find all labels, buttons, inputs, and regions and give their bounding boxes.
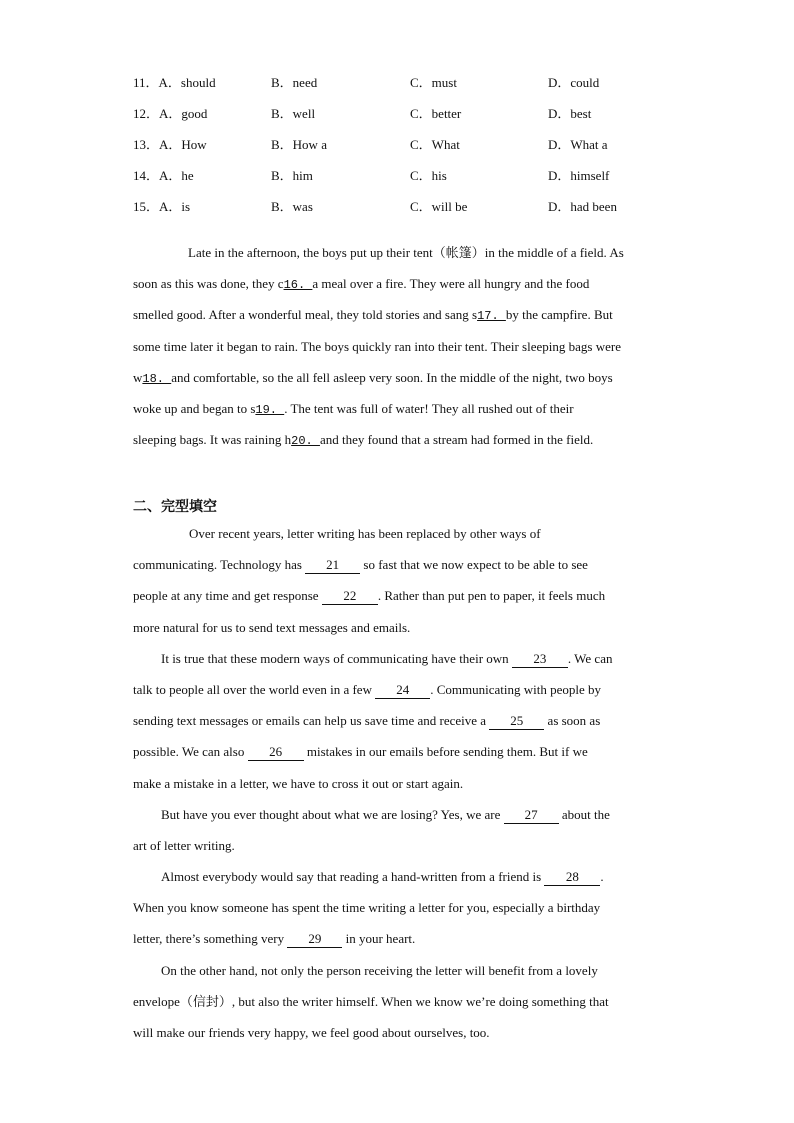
blank-27[interactable]: 27	[504, 807, 559, 824]
blank-19[interactable]: 19.	[255, 402, 285, 417]
passage-text: But have you ever thought about what we are losing? Yes, we are	[161, 806, 504, 822]
passage-text: and comfortable, so the all fell asleep very soon. In the middle of the night, two boys	[171, 369, 613, 385]
passage-text: sending text messages or emails can help us save time and receive a	[133, 713, 490, 729]
passage-text: about the	[558, 806, 610, 822]
blank-22[interactable]: 22	[322, 588, 378, 605]
passage-text: sleeping bags. It was raining h	[133, 432, 292, 448]
passage-line	[133, 830, 661, 861]
passage-text: will make our friends very happy, we feel good about ourselves, too.	[133, 1025, 490, 1040]
options-table	[133, 66, 693, 221]
option-c: C．What	[410, 137, 460, 152]
option-b: B．need	[271, 75, 318, 90]
passage-line	[133, 580, 661, 611]
passage-line	[133, 393, 661, 424]
option-c: C．will be	[410, 199, 468, 214]
passage-text: mistakes in our emails before sending them. But if we	[303, 744, 588, 760]
passage-line	[133, 299, 661, 330]
option-b: B．him	[271, 168, 313, 183]
passage-line	[133, 643, 661, 674]
blank-25[interactable]: 25	[489, 713, 544, 730]
passage-text: art of letter writing.	[133, 837, 235, 853]
passage-text: more natural for us to send text messages and emails.	[133, 619, 411, 635]
blank-26[interactable]: 26	[248, 744, 304, 761]
option-c: C．must	[410, 75, 457, 90]
passage-text: When you know someone has spent the time writing a letter for you, especially a birthday	[133, 900, 601, 916]
passage-line	[133, 736, 661, 767]
passage-line	[133, 549, 661, 580]
passage-text: . Rather than put pen to paper, it feels much	[377, 588, 606, 604]
option-a: 14．A．he	[133, 168, 194, 183]
blank-16[interactable]: 16.	[283, 278, 313, 293]
section-heading: 二、完型填空	[133, 499, 217, 515]
passage-two	[133, 518, 661, 1048]
option-d: D．had been	[548, 199, 617, 214]
passage-line	[133, 768, 661, 799]
passage-line	[133, 705, 661, 736]
passage-line	[133, 674, 661, 705]
passage-line	[133, 892, 661, 923]
passage-text: soon as this was done, they c	[133, 276, 284, 292]
option-a: 15．A．is	[133, 199, 191, 214]
option-b: B．How a	[271, 137, 327, 152]
passage-line	[133, 612, 661, 643]
option-c: C．better	[410, 106, 462, 121]
option-row-12	[133, 97, 693, 128]
passage-text: people at any time and get response	[133, 588, 322, 604]
option-row-13	[133, 128, 693, 159]
passage-text: and they found that a stream had formed in the field.	[319, 432, 594, 448]
option-row-11	[133, 66, 693, 97]
passage-text: On the other hand, not only the person receiving the letter will benefit from a lovely	[161, 962, 598, 978]
passage-text: make a mistake in a letter, we have to cross it out or start again.	[133, 775, 464, 791]
passage-text: as soon as	[544, 713, 601, 729]
option-row-14	[133, 159, 693, 190]
option-a: 12．A．good	[133, 106, 208, 121]
blank-17[interactable]: 17.	[477, 309, 506, 324]
passage-line	[133, 923, 661, 954]
passage-line	[133, 955, 661, 986]
passage-line	[133, 861, 661, 892]
passage-line	[133, 799, 661, 830]
blank-29[interactable]: 29	[287, 931, 342, 948]
option-a: 11．A．should	[133, 75, 216, 90]
passage-text: woke up and began to s	[133, 400, 256, 416]
option-d: D．What a	[548, 137, 608, 152]
passage-text: letter, there’s something very	[133, 931, 288, 947]
passage-line	[133, 237, 661, 268]
passage-text: It is true that these modern ways of communicating have their own	[161, 650, 512, 666]
passage-text: .	[600, 869, 604, 885]
passage-text: Late in the afternoon, the boys put up their tent（帐篷）in the middle of a field. As	[188, 245, 624, 260]
passage-text: envelope（信封）, but also the writer himself. When we know we’re doing something that	[133, 993, 609, 1009]
passage-line	[133, 331, 661, 362]
passage-text: . The tent was full of water! They all rushed out of their	[284, 400, 574, 416]
passage-text: . We can	[567, 650, 613, 666]
blank-24[interactable]: 24	[375, 682, 430, 699]
passage-text: Almost everybody would say that reading a hand-written from a friend is	[161, 869, 545, 885]
option-a: 13．A．How	[133, 137, 207, 152]
blank-20[interactable]: 20.	[291, 434, 320, 449]
passage-one	[133, 237, 661, 455]
passage-text: so fast that we now expect to be able to see	[360, 557, 588, 573]
passage-text: possible. We can also	[133, 744, 248, 760]
passage-text: by the campfire. But	[505, 307, 613, 323]
passage-text: talk to people all over the world even in a few	[133, 681, 376, 697]
passage-text: w	[133, 369, 143, 385]
passage-line	[133, 986, 661, 1017]
passage-text: in your heart.	[342, 931, 416, 947]
passage-line	[133, 424, 661, 455]
passage-text: Over recent years, letter writing has been replaced by other ways of	[189, 526, 541, 541]
option-d: D．best	[548, 106, 592, 121]
blank-23[interactable]: 23	[512, 651, 568, 668]
option-d: D．himself	[548, 168, 610, 183]
passage-text: . Communicating with people by	[430, 681, 602, 697]
option-b: B．was	[271, 199, 313, 214]
passage-text: a meal over a fire. They were all hungry and the food	[312, 276, 590, 292]
passage-line	[133, 362, 661, 393]
option-row-15	[133, 190, 693, 221]
option-c: C．his	[410, 168, 447, 183]
passage-text: smelled good. After a wonderful meal, they told stories and sang s	[133, 307, 478, 323]
passage-line	[133, 1017, 661, 1048]
option-d: D．could	[548, 75, 600, 90]
passage-text: communicating. Technology has	[133, 557, 306, 573]
passage-text: some time later it began to rain. The boys quickly ran into their tent. Their sleeping bags were	[133, 338, 621, 354]
passage-line	[133, 268, 661, 299]
passage-line	[133, 518, 661, 549]
blank-21[interactable]: 21	[305, 557, 360, 574]
blank-18[interactable]: 18.	[142, 371, 172, 386]
blank-28[interactable]: 28	[544, 869, 600, 886]
option-b: B．well	[271, 106, 316, 121]
